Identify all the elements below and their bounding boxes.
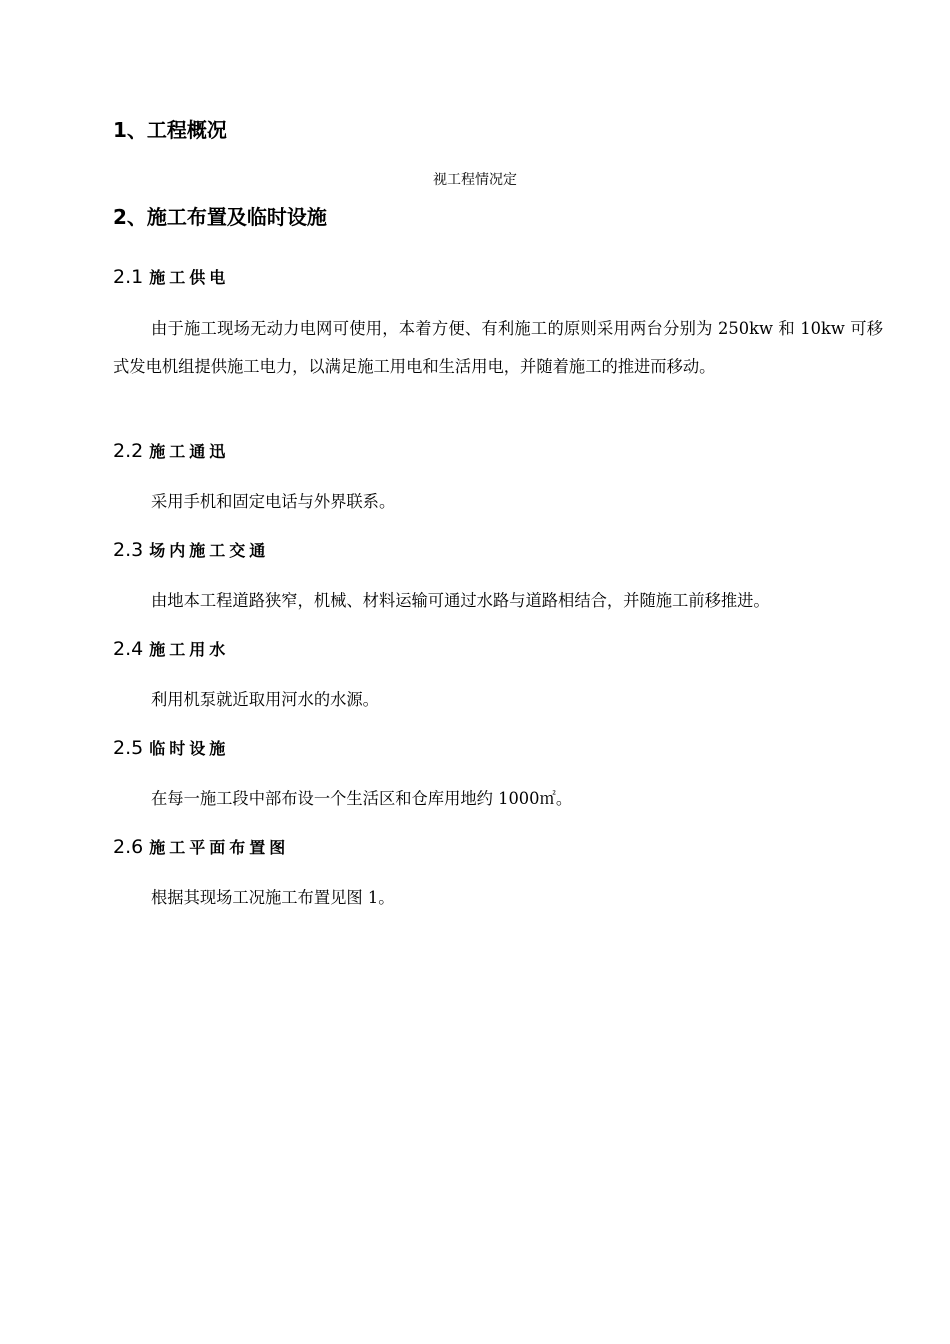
subsection-heading-2-2	[113, 438, 229, 465]
subsection-number: 2.6	[113, 836, 144, 858]
subsection-body-suffix: 。	[555, 789, 573, 808]
subsection-body-2-4: 利用机泵就近取用河水的水源。	[151, 690, 379, 709]
subsection-body-text: 在每一施工段中部布设一个生活区和仓库用地约 1000㎡	[151, 789, 556, 808]
subsection-heading-2-1	[113, 264, 229, 291]
subsection-heading-2-3	[113, 537, 269, 564]
subsection-title: 临时设施	[149, 739, 230, 758]
subsection-body-2-3: 由地本工程道路狭窄，机械、材料运输可通过水路与道路相结合，并随施工前移推进。	[151, 591, 770, 610]
subsection-heading-2-4	[113, 636, 229, 663]
subsection-body-2-1: 由于施工现场无动力电网可使用，本着方便、有利施工的原则采用两台分别为 250kw 和 10kw 可移式发电机组提供施工电力，以满足施工用电和生活用电，并随着施工的推进而移动。	[113, 319, 883, 376]
subsection-number: 2.3	[113, 539, 144, 561]
section-2-heading: 2、施工布置及临时设施	[113, 205, 327, 229]
subsection-title: 施工通迅	[149, 442, 230, 461]
subsection-number: 2.2	[113, 440, 144, 462]
subsection-title: 场内施工交通	[149, 541, 270, 560]
subsection-title: 施工供电	[149, 268, 230, 287]
subsection-title: 施工用水	[149, 640, 230, 659]
subsection-body-2-2: 采用手机和固定电话与外界联系。	[151, 492, 396, 511]
section-1-note: 视工程情况定	[433, 172, 517, 188]
subsection-body-2-5	[113, 780, 883, 818]
subsection-number: 2.5	[113, 737, 144, 759]
subsection-heading-2-6	[113, 834, 289, 861]
section-1-heading: 1、工程概况	[113, 118, 227, 142]
subsection-title: 施工平面布置图	[149, 838, 290, 857]
subsection-number: 2.1	[113, 266, 144, 288]
subsection-number: 2.4	[113, 638, 144, 660]
subsection-body-2-6: 根据其现场工况施工布置见图 1。	[151, 888, 395, 907]
subsection-heading-2-5	[113, 735, 229, 762]
